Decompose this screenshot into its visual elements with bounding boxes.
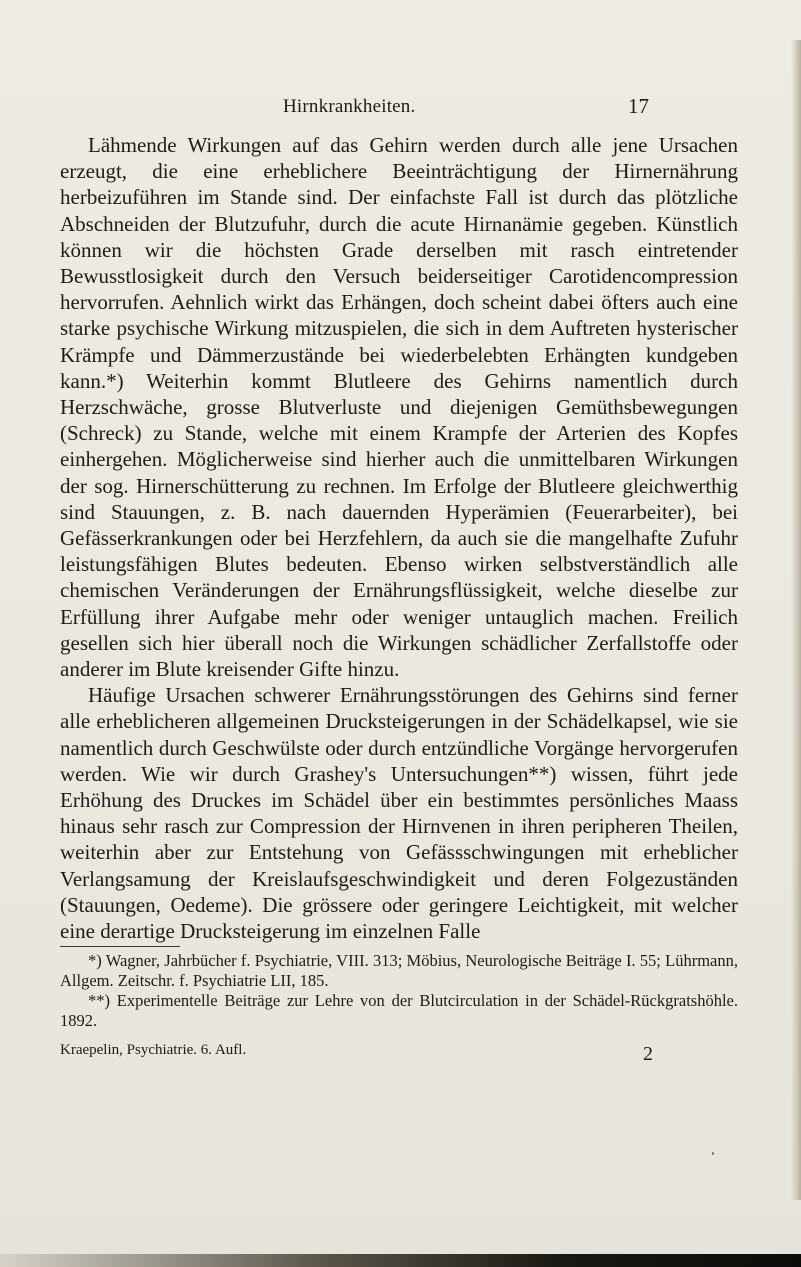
footnote-2: **) Experimentelle Beiträge zur Lehre von der Blutcirculation in der Schädel-Rückgratshöhle. 1892.: [60, 991, 738, 1030]
main-text: [60, 132, 738, 944]
printer-signature: [60, 1042, 738, 1064]
page-number: 17: [628, 94, 649, 118]
scan-bottom-edge: [0, 1254, 801, 1267]
signature-mark: 2: [643, 1043, 653, 1065]
running-head: Hirnkrankheiten.: [283, 96, 416, 117]
footnotes: [60, 951, 738, 1031]
paragraph-2: Häufige Ursachen schwerer Ernährungsstörungen des Gehirns sind ferner alle erheblicheren allgemeinen Drucksteigerungen in der Schädelkapsel, wie sie namentlich durch Geschwülste oder durch entzündliche Vorgänge hervorgerufen werden. Wie wir durch Grashey's Untersuchungen**) wissen, führt jede Erhöhung des Druckes im Schädel über ein bestimmtes persönliches Maass hinaus sehr rasch zur Compression der Hirnvenen in ihren peripheren Theilen, weiterhin aber zur Entstehung von Gefässschwingungen mit erheblicher Verlangsamung der Kreislaufsgeschwindigkeit und deren Folgezuständen (Stauungen, Oedeme). Die grössere oder geringere Leichtigkeit, mit welcher eine derartige Drucksteigerung im einzelnen Falle: [60, 683, 738, 944]
footnote-1: *) Wagner, Jahrbücher f. Psychiatrie, VIII. 313; Möbius, Neurologische Beiträge I. 55; Lührmann, Allgem. Zeitschr. f. Psychiatrie LII, 185.: [60, 951, 738, 990]
page-header: [0, 94, 801, 124]
paragraph-1: Lähmende Wirkungen auf das Gehirn werden durch alle jene Ursachen erzeugt, die eine erheblichere Beeinträchtigung der Hirnernährung herbeizuführen im Stande sind. Der einfachste Fall ist durch das plötzliche Abschneiden der Blutzufuhr, durch die acute Hirnanämie gegeben. Künstlich können wir die höchsten Grade derselben mit rasch eintretender Bewusstlosigkeit durch den Versuch beiderseitiger Carotidencompression hervorrufen. Aehnlich wirkt das Erhängen, doch scheint dabei öfters auch eine starke psychische Wirkung mitzuspielen, die sich in dem Auftreten hysterischer Krämpfe und Dämmerzustände bei wiederbelebten Erhängten kundgeben kann.*) Weiterhin kommt Blutleere des Gehirns namentlich durch Herzschwäche, grosse Blutverluste und diejenigen Gemüthsbewegungen (Schreck) zu Stande, welche mit einem Krampfe der Arterien des Kopfes einhergehen. Möglicherweise sind hierher auch die unmittelbaren Wirkungen der sog. Hirnerschütterung zu rechnen. Im Erfolge der Blutleere gleichwerthig sind Stauungen, z. B. nach dauernden Hyperämien (Feuerarbeiter), bei Gefässerkrankungen oder bei Herzfehlern, da auch sie die mangelhafte Zufuhr leistungsfähigen Blutes bedeuten. Ebenso wirken selbstverständlich alle chemischen Veränderungen der Ernährungsflüssigkeit, welche dieselbe zur Erfüllung ihrer Aufgabe mehr oder weniger untauglich machen. Freilich gesellen sich hier überall noch die Wirkungen schädlicher Zerfallstoffe oder anderer im Blute kreisender Gifte hinzu.: [60, 133, 738, 682]
dust-speck: [712, 1152, 714, 1155]
page-edge-shadow: [791, 40, 801, 1200]
signature-text: Kraepelin, Psychiatrie. 6. Aufl.: [60, 1042, 247, 1058]
footnote-rule: [60, 946, 180, 947]
